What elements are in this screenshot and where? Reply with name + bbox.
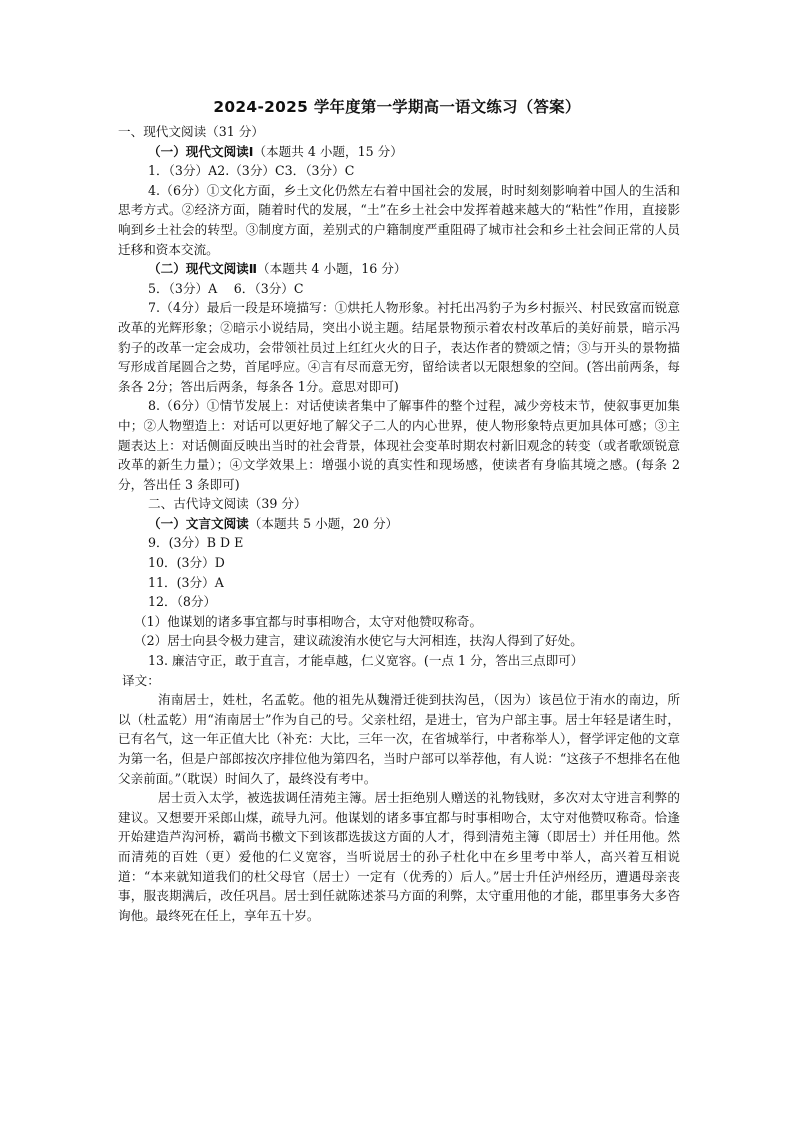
page-title: 2024-2025 学年度第一学期高一语文练习（答案）	[213, 98, 581, 116]
answer-q12: 12．（8分）	[148, 594, 217, 610]
answer-q8: 8.（6分）①情节发展上：对话使读者集中了解事件的整个过程，减少旁枝末节，使叙事更加集中；②人物塑造上：对话可以更好地了解父子二人的内心世界，使人物形象特点更加具体可感；③主题表达上：对话侧面反映出当时的社会背景，体现社会变革时期农村新旧观念的转变（或者歌颂锐意改革的新生力量）；④文学效果上：增强小说的真实性和现场感，使读者有身临其境之感。(每条 2 分，答出任 3 条即可)	[118, 398, 680, 492]
subsection-label: （一）文言文阅读	[148, 515, 249, 531]
subsection-heading-1b	[148, 259, 680, 279]
answer-content	[118, 122, 680, 925]
answer-q12-1: （1）他谋划的诸多事宜都与时事相吻合，太守对他赞叹称奇。	[134, 613, 483, 629]
subsection-note: （本题共 5 小题，20 分）	[248, 515, 399, 531]
answer-q12-2: （2）居士向县令极力建言，建议疏浚洧水使它与大河相连，扶沟人得到了好处。	[134, 633, 583, 649]
translation-paragraph-2: 居士贡入太学，被选拔调任清苑主簿。居士拒绝别人赠送的礼物钱财，多次对太守进言利弊的建议。又想要开采郎山煤，疏导九河。他谋划的诸多事宜都与时事相吻合，太守对他赞叹称奇。恰逢开始建造芦沟河桥，霸尚书檄文下到该郡选拔这方面的人才，得到清苑主簿（即居士）并任用他。然而清苑的百姓（更）爱他的仁义宽容，当听说居士的孙子杜化中在乡里考中举人，高兴着互相说道：“本来就知道我们的杜父母官（居士）一定有（优秀的）后人。”居士升任泸州经历，遭遇母亲丧事，服丧期满后，改任巩昌。居士到任就陈述茶马方面的利弊，太守重用他的才能，郡里事务大多咨询他。最终死在任上，享年五十岁。	[118, 790, 680, 923]
subsection-heading-2a	[148, 514, 680, 534]
answer-q13: 13. 廉洁守正，敢于直言，才能卓越，仁义宽容。(一点 1 分，答出三点即可）	[148, 653, 584, 669]
answer-q9: 9．(3分）B D E	[148, 535, 244, 551]
section-heading-2: 二、古代诗文阅读（39 分）	[148, 496, 307, 512]
subsection-note: （本题共 4 小题，15 分）	[253, 143, 403, 159]
subsection-label: （一）现代文阅读Ⅰ	[148, 143, 254, 159]
answer-q11: 11．(3分）A	[148, 574, 224, 590]
translation-label: 译文：	[122, 672, 160, 688]
subsection-label: （二）现代文阅读Ⅱ	[148, 261, 258, 277]
answer-q5-6: 5．（3分）A 6．（3分）C	[148, 280, 304, 296]
subsection-note: （本题共 4 小题，16 分）	[257, 261, 407, 277]
answer-q7: 7.（4分）最后一段是环境描写：①烘托人物形象。衬托出冯豹子为乡村振兴、村民致富而锐意改革的光辉形象；②暗示小说结局，突出小说主题。结尾景物预示着农村改革后的美好前景，暗示冯豹子的改革一定会成功，会带领社员过上红红火火的日子，表达作者的赞颂之情；③与开头的景物描写形成首尾圆合之势，首尾呼应。④言有尽而意无穷，留给读者以无限想象的空间。(答出前两条，每条各 2分；答出后两条，每条各 1分。意思对即可)	[118, 300, 680, 394]
answer-q10: 10．(3分）D	[148, 555, 225, 571]
subsection-heading-1a	[148, 142, 680, 162]
section-heading-1: 一、现代文阅读（31 分）	[118, 124, 264, 139]
answer-q4: 4.（6分）①文化方面，乡土文化仍然左右着中国社会的发展，时时刻刻影响着中国人的生活和思考方式。②经济方面，随着时代的发展，“土”在乡土社会中发挥着越来越大的“粘性”作用，直接影响到乡土社会的转型。③制度方面，差别式的户籍制度严重阻碍了城市社会和乡土社会间正常的人员迁移和资本交流。	[118, 182, 680, 257]
answer-q1-3: 1．（3分）A2.（3分）C3．（3分）C	[148, 163, 355, 179]
translation-paragraph-1: 洧南居士，姓杜，名孟乾。他的祖先从魏滑迁徙到扶沟邑，（因为）该邑位于洧水的南边，所以（杜孟乾）用“洧南居士”作为自己的号。父亲杜绍，是进士，官为户部主事。居士年轻是诸生时，已有名气，这一年正值大比（补充：大比，三年一次，在省城举行，中者称举人），督学评定他的文章为第一名，但是户部郎按次序排位他为第四名，当时户部可以举荐他，有人说：“这孩子不想排名在他父亲前面。”（耽误）时间久了，最终没有考中。	[118, 692, 680, 786]
